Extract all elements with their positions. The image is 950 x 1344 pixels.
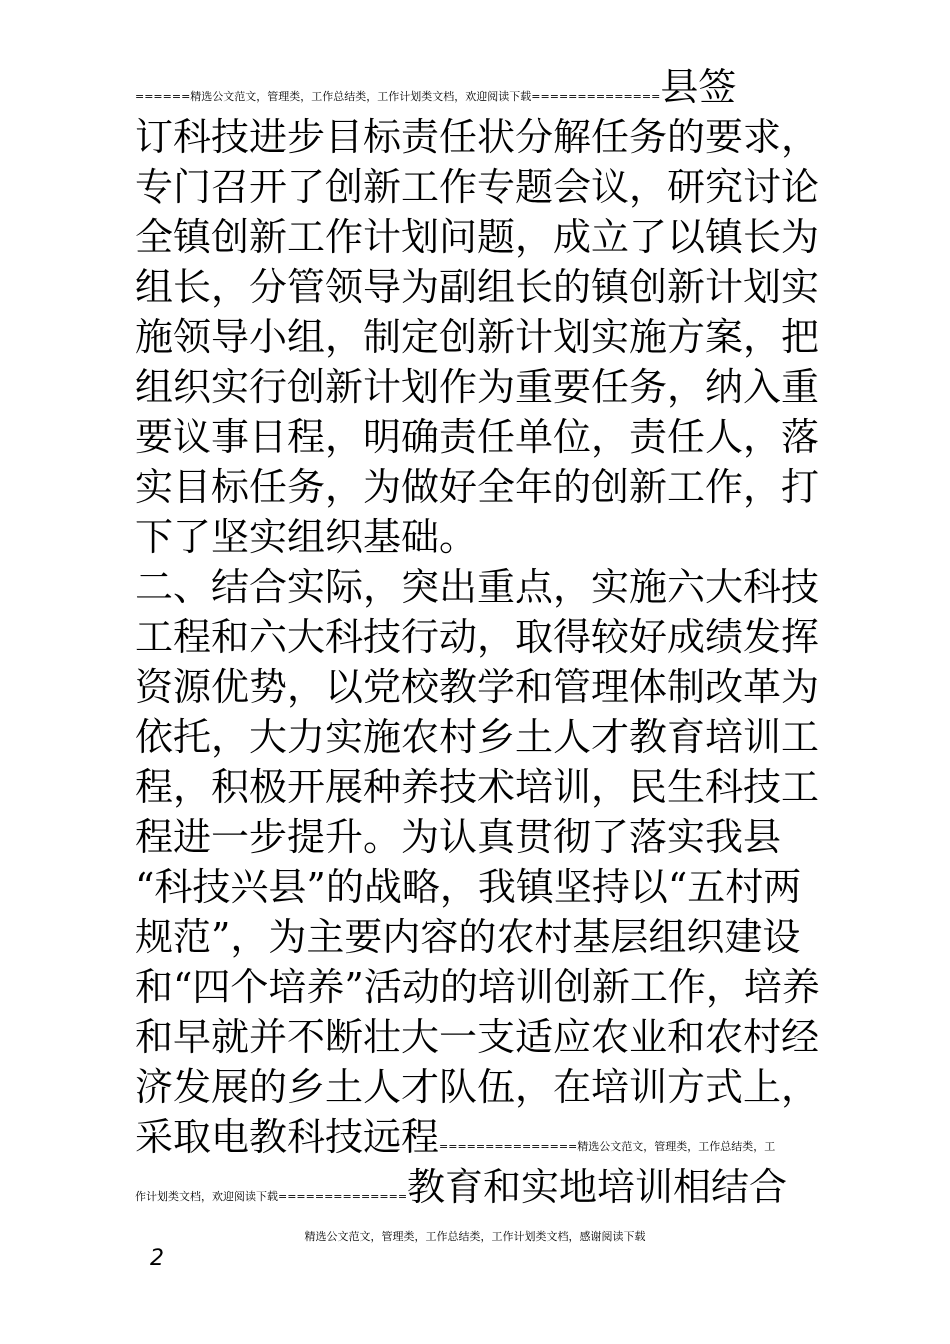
body-line: “科技兴县”的战略，我镇坚持以“五村两	[135, 865, 802, 909]
body-line: 程，积极开展种养技术培训，民生科技工	[135, 765, 820, 809]
body-line: 依托，大力实施农村乡土人才教育培训工	[135, 715, 820, 759]
body-line: 下了坚实组织基础。	[135, 515, 478, 559]
section-heading-line: 二、结合实际，突出重点，实施六大科技	[135, 565, 820, 609]
footer-note: 精选公文范文，管理类，工作总结类，工作计划类文档，感谢阅读下载	[304, 1230, 646, 1243]
body-line: 规范”，为主要内容的农村基层组织建设	[135, 915, 801, 959]
watermark-text: 作计划类文档，欢迎阅读下载==============	[135, 1190, 408, 1203]
mixed-watermark-line	[135, 1112, 835, 1162]
body-line: 施领导小组，制定创新计划实施方案，把	[135, 315, 820, 359]
body-line: 专门召开了创新工作专题会议，研究讨论	[135, 165, 820, 209]
header-watermark-line	[135, 62, 835, 112]
body-text-fragment: 教育和实地培训相结合	[407, 1165, 788, 1209]
body-line: 实目标任务，为做好全年的创新工作，打	[135, 465, 820, 509]
body-text-fragment: 县签	[660, 65, 737, 109]
body-line: 资源优势，以党校教学和管理体制改革为	[135, 665, 820, 709]
body-line: 订科技进步目标责任状分解任务的要求，	[135, 115, 820, 159]
body-line: 和“四个培养”活动的培训创新工作，培养	[135, 965, 820, 1009]
body-line: 要议事日程，明确责任单位，责任人，落	[135, 415, 820, 459]
body-line: 组长，分管领导为副组长的镇创新计划实	[135, 265, 820, 309]
body-line: 程进一步提升。为认真贯彻了落实我县	[135, 815, 782, 859]
body-line: 组织实行创新计划作为重要任务，纳入重	[135, 365, 820, 409]
body-line: 全镇创新工作计划问题，成立了以镇长为	[135, 215, 820, 259]
body-line: 和早就并不断壮大一支适应农业和农村经	[135, 1015, 820, 1059]
watermark-text: ===============精选公文范文，管理类，工作总结类，工	[439, 1140, 776, 1153]
body-text-fragment: 采取电教科技远程	[135, 1115, 440, 1159]
body-line: 济发展的乡土人才队伍，在培训方式上，	[135, 1065, 820, 1109]
page-number: 2	[150, 1246, 164, 1271]
mixed-watermark-line	[135, 1162, 835, 1212]
watermark-text: ======精选公文范文，管理类，工作总结类，工作计划类文档，欢迎阅读下载==============	[135, 90, 661, 103]
body-line: 工程和六大科技行动，取得较好成绩发挥	[135, 615, 820, 659]
